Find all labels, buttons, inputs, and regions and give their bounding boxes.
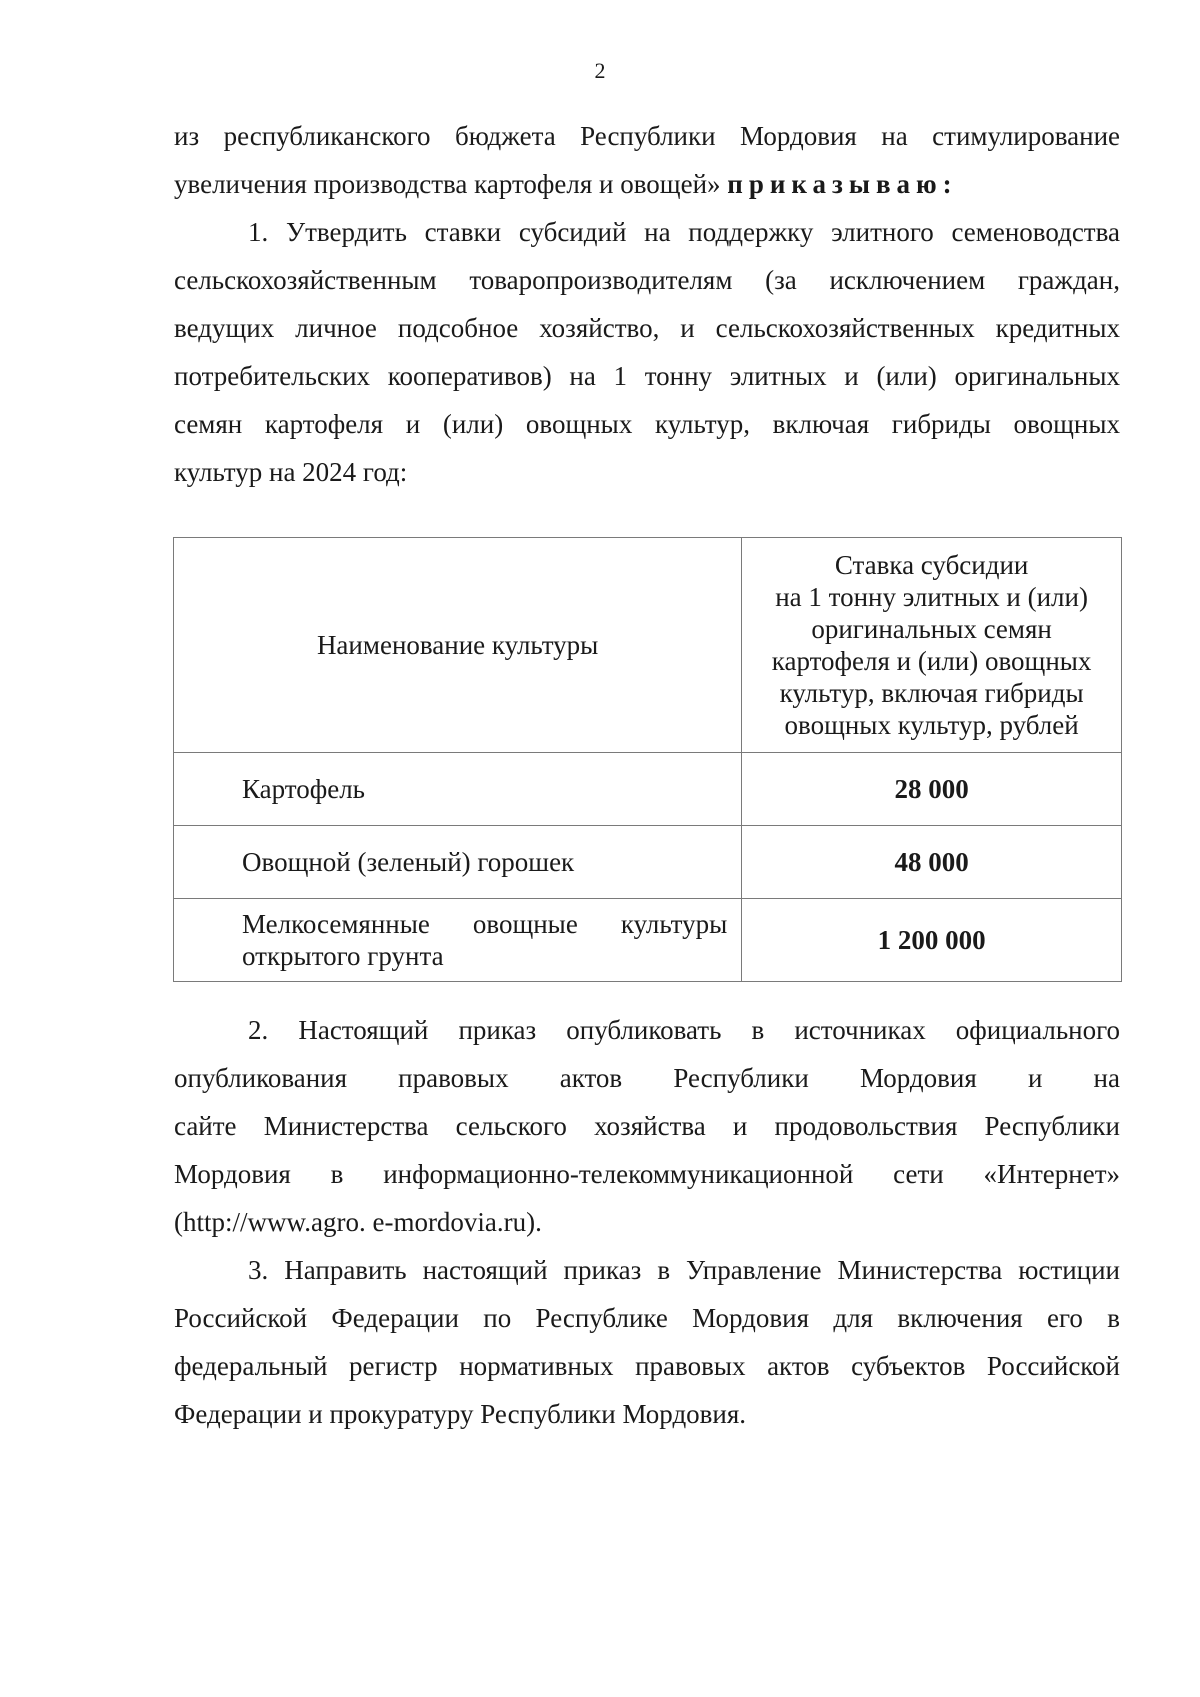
- text-line: ведущих личное подсобное хозяйство, и сельскохозяйственных кредитных: [174, 313, 1120, 343]
- paragraph-1: [174, 208, 1120, 496]
- paragraph-2: [174, 1006, 1120, 1246]
- crop-name-cell: [174, 753, 742, 826]
- rate-cell: 28 000: [742, 753, 1122, 826]
- crop-name: Овощной (зеленый) горошек: [242, 847, 575, 877]
- order-word: приказываю:: [727, 169, 958, 199]
- text-line: опубликования правовых актов Республики Мордовия и на: [174, 1063, 1120, 1093]
- text-line: Федерации и прокуратуру Республики Мордовия.: [174, 1399, 747, 1429]
- header-rate-line: овощных культур, рублей: [784, 710, 1079, 740]
- text-line: сельскохозяйственным товаропроизводителям (за исключением граждан,: [174, 265, 1120, 295]
- crop-name: Картофель: [242, 774, 365, 804]
- header-name-label: Наименование культуры: [316, 629, 599, 660]
- header-rate-cell: [742, 538, 1122, 753]
- intro-last-line-text: увеличения производства картофеля и овощей»: [174, 169, 721, 199]
- table-row: [174, 826, 1122, 899]
- rate-cell: 48 000: [742, 826, 1122, 899]
- header-rate-line: Ставка субсидии: [834, 550, 1029, 580]
- rate-cell: 1 200 000: [742, 899, 1122, 982]
- text-line: [174, 160, 1120, 208]
- text-line: из республиканского бюджета Республики Мордовия на стимулирование: [174, 121, 1120, 151]
- subsidy-rates-table: [173, 537, 1122, 982]
- text-line: культур на 2024 год:: [174, 457, 408, 487]
- text-line: Мордовия в информационно-телекоммуникационной сети «Интернет»: [174, 1159, 1120, 1189]
- paragraph-3: [174, 1246, 1120, 1438]
- text-line: Российской Федерации по Республике Мордовия для включения его в: [174, 1303, 1120, 1333]
- text-line: 1. Утвердить ставки субсидий на поддержку элитного семеноводства: [248, 217, 1120, 247]
- text-line: (http://www.agro. e-mordovia.ru).: [174, 1207, 542, 1237]
- text-line: сайте Министерства сельского хозяйства и продовольствия Республики: [174, 1111, 1120, 1141]
- header-rate-line: оригинальных семян: [811, 614, 1052, 644]
- table-row: [174, 753, 1122, 826]
- text-line: потребительских кооперативов) на 1 тонну элитных и (или) оригинальных: [174, 361, 1120, 391]
- text-line: 2. Настоящий приказ опубликовать в источниках официального: [248, 1015, 1120, 1045]
- crop-name: открытого грунта: [242, 941, 444, 971]
- table-row: [174, 899, 1122, 982]
- crop-name-cell: [174, 899, 742, 982]
- header-rate-line: на 1 тонну элитных и (или): [775, 582, 1088, 612]
- table-header-row: [174, 538, 1122, 753]
- crop-name: Мелкосемянные овощные культуры: [242, 909, 728, 939]
- text-line: 3. Направить настоящий приказ в Управление Министерства юстиции: [248, 1255, 1120, 1285]
- text-line: семян картофеля и (или) овощных культур, включая гибриды овощных: [174, 409, 1120, 439]
- intro-paragraph: [174, 112, 1120, 208]
- header-rate-line: картофеля и (или) овощных: [771, 646, 1092, 676]
- header-name-cell: [174, 538, 742, 753]
- text-line: федеральный регистр нормативных правовых актов субъектов Российской: [174, 1351, 1120, 1381]
- header-rate-line: культур, включая гибриды: [779, 678, 1084, 708]
- page-number: 2: [594, 58, 606, 83]
- crop-name-cell: [174, 826, 742, 899]
